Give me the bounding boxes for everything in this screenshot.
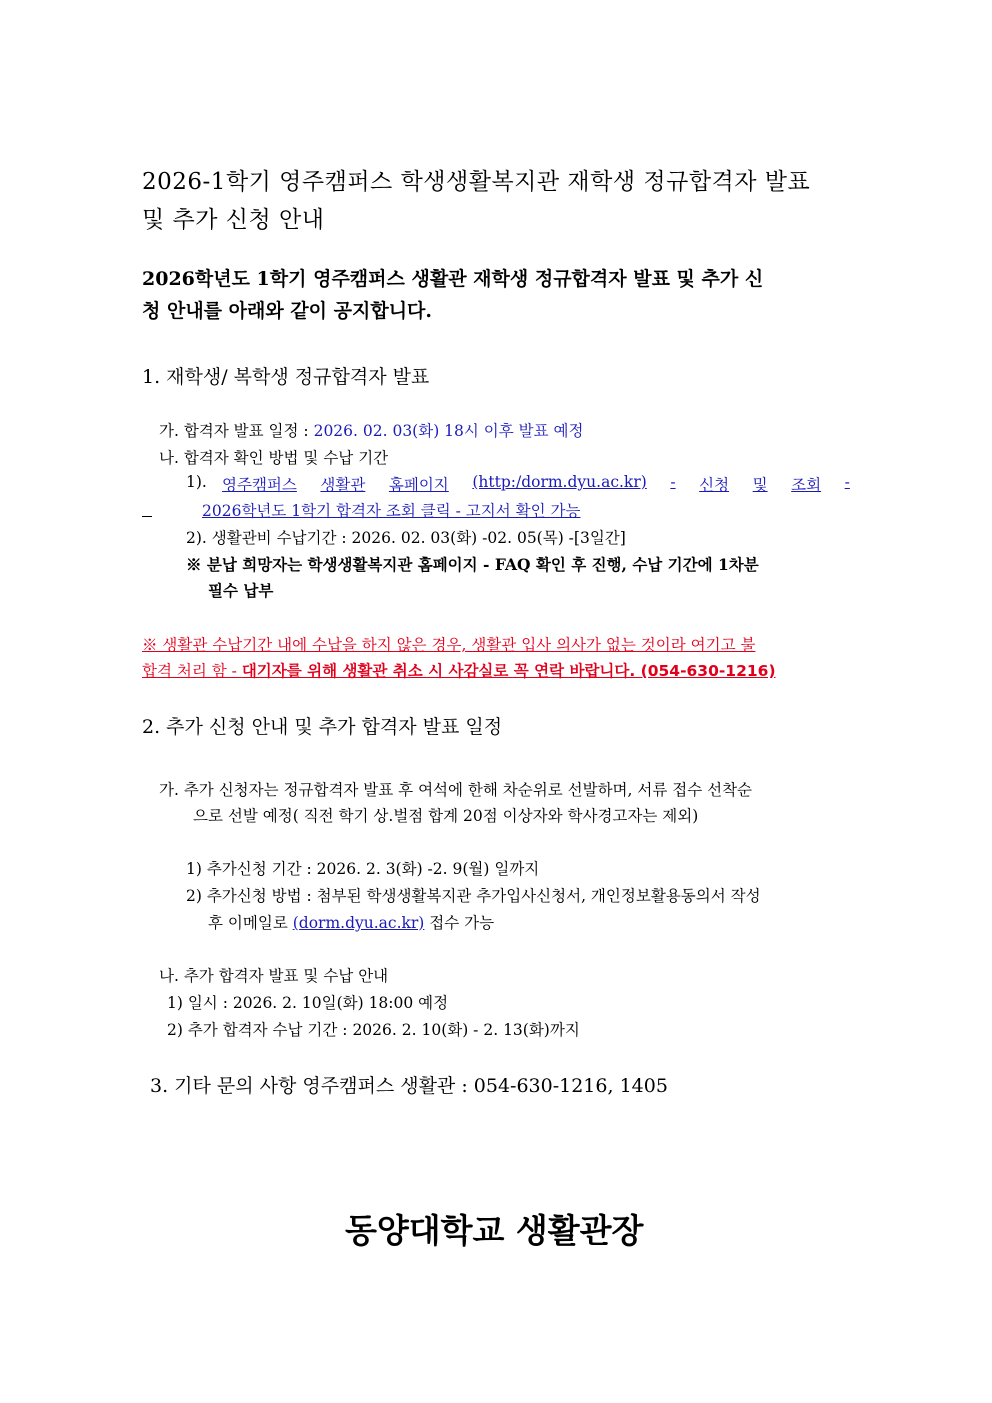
notice-title-line1: 2026-1학기 영주캠퍼스 학생생활복지관 재학생 정규합격자 발표 <box>142 169 811 195</box>
section1-item-na: 나. 합격자 확인 방법 및 수납 기간 <box>159 449 389 467</box>
dorm-homepage-link-cont[interactable]: 2026학년도 1학기 합격자 조회 클릭 - 고지서 확인 가능 <box>202 502 581 520</box>
section1-sub1-prefix: 1). <box>186 473 207 491</box>
link-word: 및 <box>752 476 768 494</box>
link-word: 생활관 <box>320 476 366 494</box>
warning-line2 <box>142 659 776 681</box>
link-word: 신청 <box>699 476 730 494</box>
dorm-homepage-link[interactable] <box>222 473 850 495</box>
underline-stub <box>142 516 152 517</box>
sub2-prefix: 후 이메일로 <box>208 914 293 932</box>
installment-note-line1: ※ 분납 희망자는 학생생활복지관 홈페이지 - FAQ 확인 후 진행, 수납 기간에 1차분 <box>186 555 759 574</box>
section2-sub1: 1) 추가신청 기간 : 2026. 2. 3(화) -2. 9(월) 일까지 <box>186 860 540 878</box>
signature-title: 동양대학교 생활관장 <box>345 1211 644 1250</box>
warning-line2-bold: 대기자를 위해 생활관 취소 시 사감실로 꼭 연락 바랍니다. (054-630-1216) <box>241 662 776 680</box>
section3-contact: 3. 기타 문의 사항 영주캠퍼스 생활관 : 054-630-1216, 1405 <box>150 1075 668 1097</box>
notice-title-line2: 및 추가 신청 안내 <box>142 207 325 233</box>
section2-sub2-line1: 2) 추가신청 방법 : 첨부된 학생생활복지관 추가입사신청서, 개인정보활용동의서 작성 <box>186 887 761 905</box>
sub2-suffix: 접수 가능 <box>424 914 495 932</box>
section1-item-ga-value: 2026. 02. 03(화) 18시 이후 발표 예정 <box>313 422 584 440</box>
warning-line1: ※ 생활관 수납기간 내에 수납을 하지 않은 경우, 생활관 입사 의사가 없는 것이라 여기고 불 <box>142 636 756 654</box>
dorm-email-link[interactable]: (dorm.dyu.ac.kr) <box>292 914 425 932</box>
section1-item-ga <box>159 419 584 441</box>
link-word: - <box>670 473 676 491</box>
section2-na-sub1: 1) 일시 : 2026. 2. 10일(화) 18:00 예정 <box>167 994 449 1012</box>
section2-item-ga-line2: 으로 선발 예정( 직전 학기 상.벌점 합계 20점 이상자와 학사경고자는 제외) <box>193 807 699 825</box>
section1-item-ga-label: 가. 합격자 발표 일정 : <box>159 422 314 440</box>
section2-na-sub2: 2) 추가 합격자 수납 기간 : 2026. 2. 10(화) - 2. 13(화)까지 <box>167 1021 580 1039</box>
intro-line2: 청 안내를 아래와 같이 공지합니다. <box>142 300 433 322</box>
section1-heading: 1. 재학생/ 복학생 정규합격자 발표 <box>142 366 430 388</box>
section1-sub2: 2). 생활관비 수납기간 : 2026. 02. 03(화) -02. 05(목) -[3일간] <box>186 529 626 547</box>
installment-note-line2: 필수 납부 <box>208 581 274 600</box>
section2-sub2-line2 <box>208 911 494 933</box>
link-word: 홈페이지 <box>388 476 449 494</box>
link-word: 영주캠퍼스 <box>222 476 297 494</box>
section2-item-ga-line1: 가. 추가 신청자는 정규합격자 발표 후 여석에 한해 차순위로 선발하며, 서류 접수 선착순 <box>159 781 753 799</box>
link-word: 조회 <box>791 476 822 494</box>
warning-line2-normal: 합격 처리 함 - <box>142 662 242 680</box>
intro-line1: 2026학년도 1학기 영주캠퍼스 생활관 재학생 정규합격자 발표 및 추가 신 <box>142 268 764 290</box>
section2-heading: 2. 추가 신청 안내 및 추가 합격자 발표 일정 <box>142 716 503 738</box>
section2-item-na: 나. 추가 합격자 발표 및 수납 안내 <box>159 967 389 985</box>
link-word: - <box>844 473 850 491</box>
link-word: (http:/dorm.dyu.ac.kr) <box>472 473 647 491</box>
